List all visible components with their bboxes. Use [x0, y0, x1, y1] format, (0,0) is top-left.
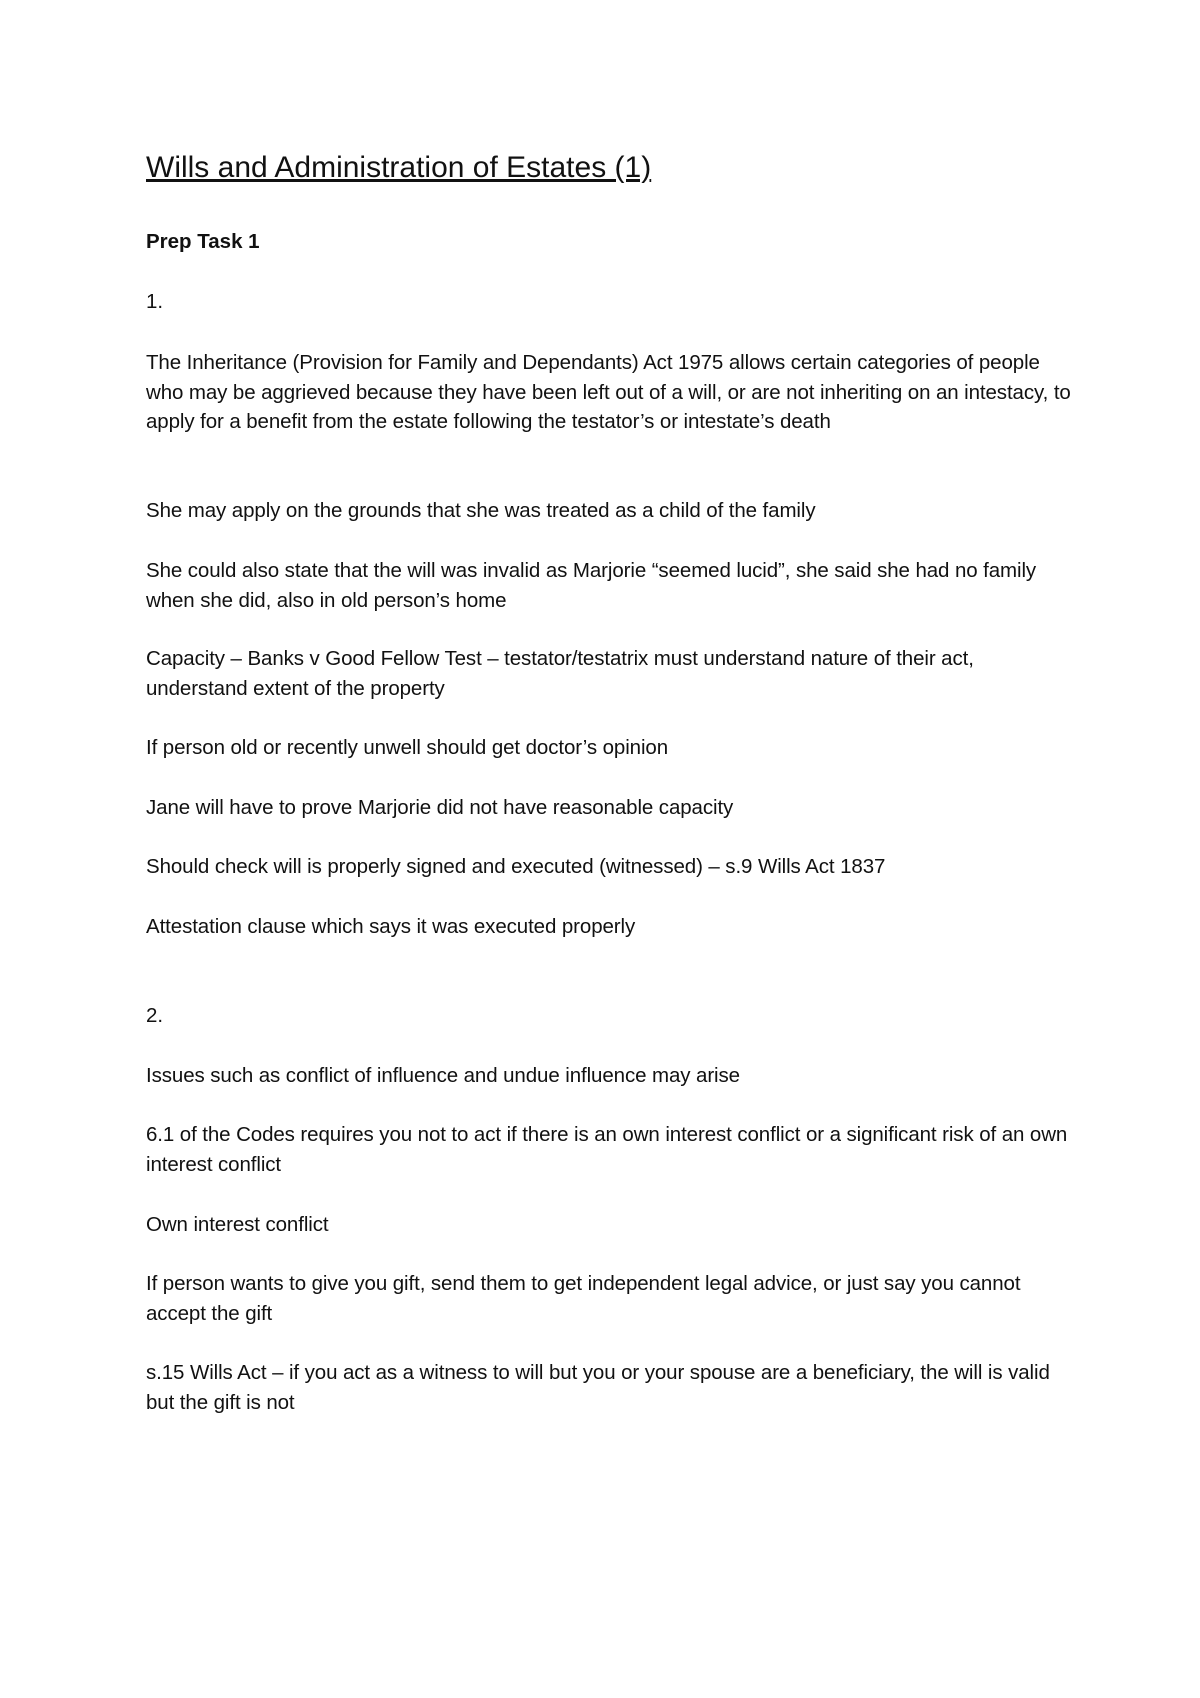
section-number: 2. — [146, 1004, 164, 1027]
paragraph: The Inheritance (Provision for Family and Dependants) Act 1975 allows certain categories of people who may be aggrieved because they have been left out of a will, or are not inheriting on an intestacy, to apply for a benefit from the estate following the testator’s or intestate’s death — [146, 351, 1071, 433]
section-number: 1. — [146, 290, 164, 313]
paragraph: If person wants to give you gift, send them to get independent legal advice, or just say you cannot accept the gift — [146, 1272, 1021, 1325]
prep-task-heading: Prep Task 1 — [146, 230, 260, 253]
paragraph: Attestation clause which says it was executed properly — [146, 915, 636, 938]
paragraph: Issues such as conflict of influence and undue influence may arise — [146, 1064, 740, 1087]
document-title: Wills and Administration of Estates (1) — [146, 151, 652, 184]
paragraph: 6.1 of the Codes requires you not to act if there is an own interest conflict or a significant risk of an own interest conflict — [146, 1123, 1068, 1176]
paragraph: Jane will have to prove Marjorie did not have reasonable capacity — [146, 796, 734, 819]
paragraph: s.15 Wills Act – if you act as a witness to will but you or your spouse are a beneficiary, the will is valid but the gift is not — [146, 1361, 1050, 1414]
paragraph: She could also state that the will was invalid as Marjorie “seemed lucid”, she said she had no family when she did, also in old person’s home — [146, 559, 1037, 612]
paragraph: Should check will is properly signed and executed (witnessed) – s.9 Wills Act 1837 — [146, 855, 886, 878]
paragraph: Capacity – Banks v Good Fellow Test – testator/testatrix must understand nature of their act, understand extent of the property — [146, 647, 974, 700]
paragraph: Own interest conflict — [146, 1213, 329, 1236]
paragraph: If person old or recently unwell should get doctor’s opinion — [146, 736, 669, 759]
paragraph: She may apply on the grounds that she was treated as a child of the family — [146, 499, 816, 522]
